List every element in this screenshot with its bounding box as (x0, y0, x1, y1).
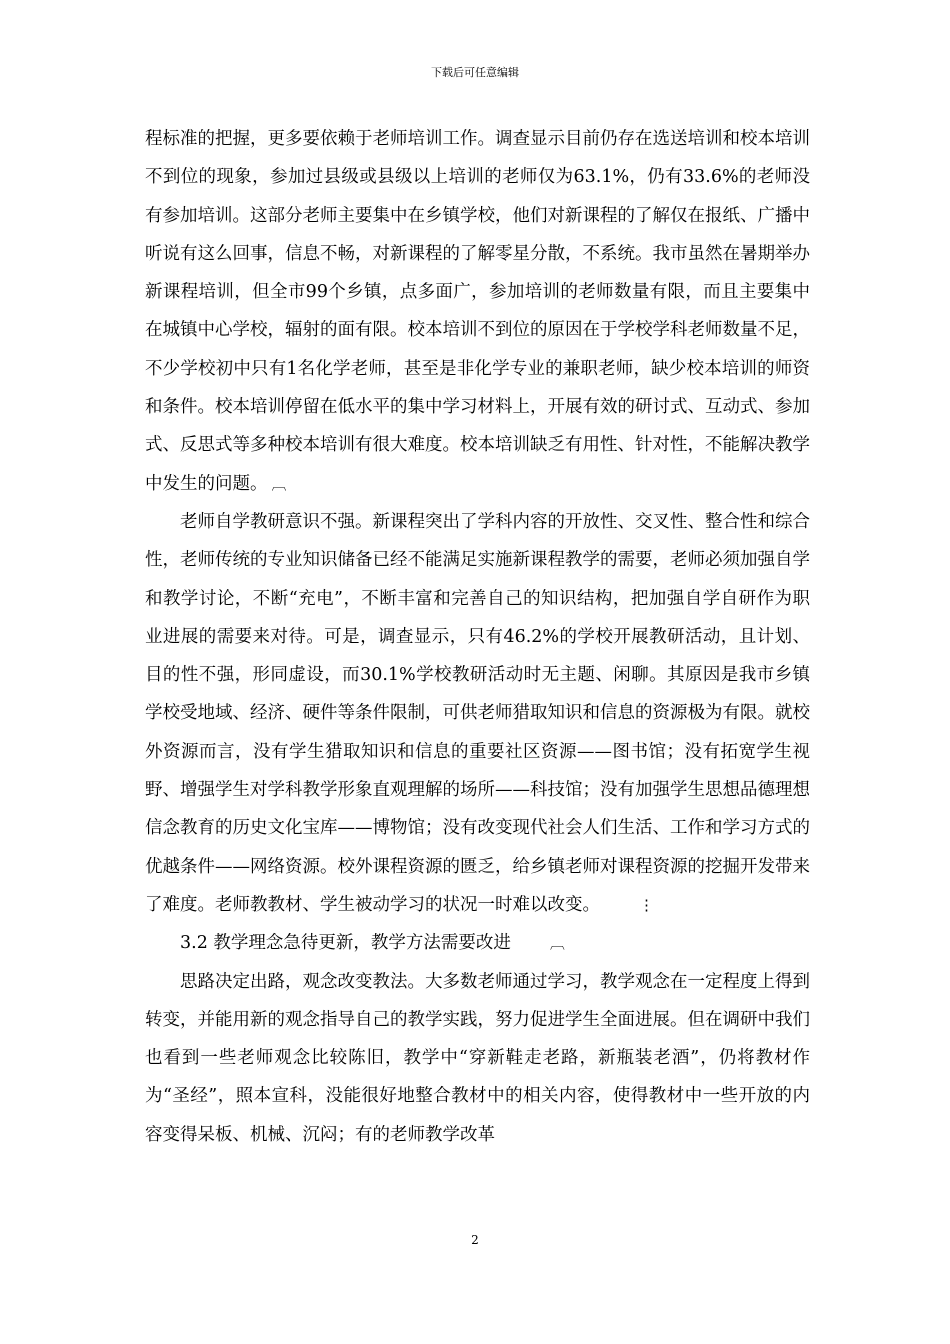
paragraph-mark-icon: ︹ (271, 474, 287, 493)
paragraph-mark-icon: ⋮ (639, 895, 654, 914)
page-header: 下载后可任意编辑 (431, 66, 519, 79)
section-heading-3-2 (145, 924, 810, 962)
page-number: 2 (471, 1233, 479, 1247)
paragraph-text: 程标准的把握，更多要依赖于老师培训工作。调查显示目前仍存在选送培训和校本培训不到位的现象，参加过县级或县级以上培训的老师仅为63.1%，仍有33.6%的老师没有参加培训。这部分老师主要集中在乡镇学校，他们对新课程的了解仅在报纸、广播中听说有这么回事，信息不畅，对新课程的了解零星分散，不系统。我市虽然在暑期举办新课程培训，但全市99个乡镇，点多面广，参加培训的老师数量有限，而且主要集中在城镇中心学校，辐射的面有限。校本培训不到位的原因在于学校学科老师数量不足，不少学校初中只有1名化学老师，甚至是非化学专业的兼职老师，缺少校本培训的师资和条件。校本培训停留在低水平的集中学习材料上，开展有效的研讨式、互动式、参加式、反思式等多种校本培训有很大难度。校本培训缺乏有用性、针对性，不能解决教学中发生的问题。 (145, 129, 810, 494)
paragraph-teaching-concepts (145, 963, 810, 1154)
heading-text: 3.2 教学理念急待更新，教学方法需要改进 (180, 933, 511, 954)
paragraph-mark-icon: ︹ (549, 934, 565, 953)
paragraph-self-study (145, 503, 810, 924)
paragraph-text: 思路决定出路，观念改变教法。大多数老师通过学习，教学观念在一定程度上得到转变，并能用新的观念指导自己的教学实践，努力促进学生全面进展。但在调研中我们也看到一些老师观念比较陈旧，教学中“穿新鞋走老路，新瓶装老酒”，仍将教材作为“圣经”，照本宣科，没能很好地整合教材中的相关内容，使得教材中一些开放的内容变得呆板、机械、沉闷；有的老师教学改革 (145, 971, 810, 1145)
paragraph-text: 老师自学教研意识不强。新课程突出了学科内容的开放性、交叉性、整合性和综合性，老师传统的专业知识储备已经不能满足实施新课程教学的需要，老师必须加强自学和教学讨论，不断“充电”，不断丰富和完善自己的知识结构，把加强自学自研作为职业进展的需要来对待。可是，调查显示，只有46.2%的学校开展教研活动，且计划、目的性不强，形同虚设，而30.1%学校教研活动时无主题、闲聊。其原因是我市乡镇学校受地域、经济、硬件等条件限制，可供老师猎取知识和信息的资源极为有限。就校外资源而言，没有学生猎取知识和信息的重要社区资源——图书馆；没有拓宽学生视野、增强学生对学科教学形象直观理解的场所——科技馆；没有加强学生思想品德理想信念教育的历史文化宝库——博物馆；没有改变现代社会人们生活、工作和学习方式的优越条件——网络资源。校外课程资源的匮乏，给乡镇老师对课程资源的挖掘开发带来了难度。老师教教材、学生被动学习的状况一时难以改变。 (145, 511, 810, 915)
document-body (145, 120, 810, 1154)
paragraph-teacher-training (145, 120, 810, 503)
